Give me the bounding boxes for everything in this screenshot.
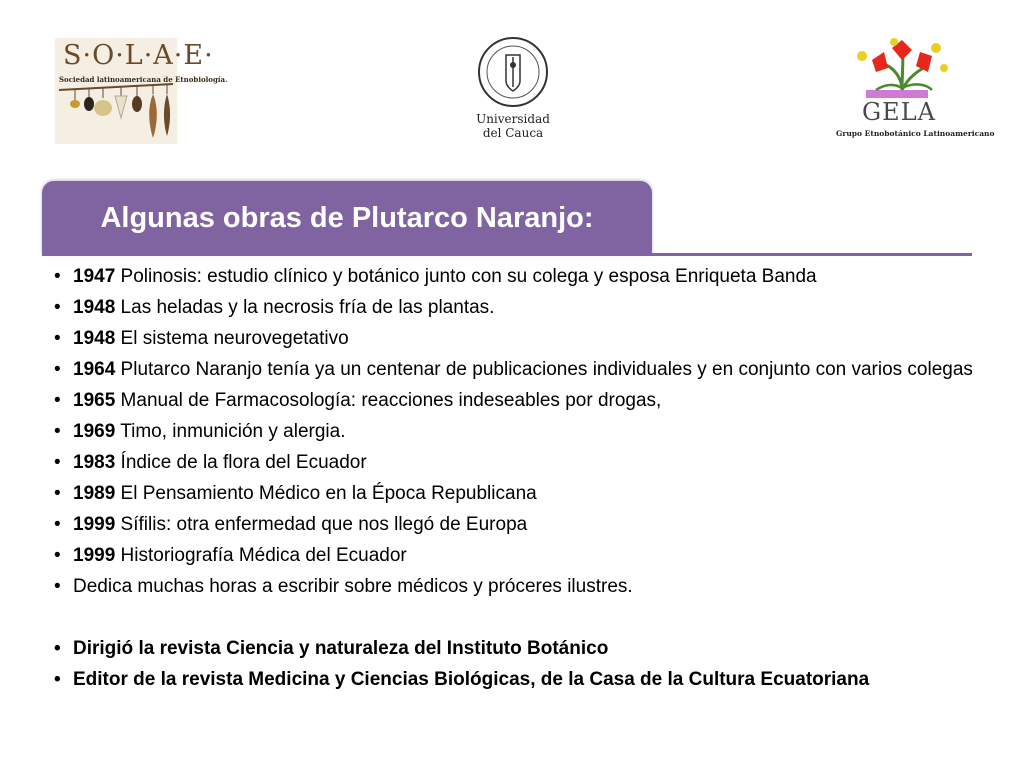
work-year: 1999: [73, 514, 116, 535]
work-year: 1964: [73, 359, 116, 380]
work-year: 1947: [73, 266, 116, 287]
highlight-text: Dirigió la revista Ciencia y naturaleza del Instituto Botánico: [73, 638, 609, 659]
work-year: 1999: [73, 545, 116, 566]
work-title: Timo, inmunición y alergia.: [115, 421, 346, 442]
highlight-item: [54, 636, 974, 661]
slide-title: Algunas obras de Plutarco Naranjo:: [100, 202, 594, 234]
list-item: [54, 543, 974, 568]
highlight-item: [54, 667, 974, 692]
unicauca-logo: [470, 35, 556, 143]
title-tab: [42, 181, 652, 255]
unicauca-name-line2: del Cauca: [482, 126, 544, 140]
work-title: Las heladas y la necrosis fría de las plantas.: [115, 297, 495, 318]
gela-logo-word: GELA: [862, 98, 936, 126]
list-item: [54, 326, 974, 351]
list-item: [54, 512, 974, 537]
work-year: 1948: [73, 297, 116, 318]
unicauca-seal: [470, 35, 556, 113]
work-title: Sífilis: otra enfermedad que nos llegó de Europa: [115, 514, 528, 535]
work-title: El Pensamiento Médico en la Época Republicana: [115, 483, 537, 504]
gela-logo-subtitle: Grupo Etnobotánico Latinoamericano: [836, 129, 995, 138]
note-text: Dedica muchas horas a escribir sobre médicos y próceres ilustres.: [73, 576, 633, 597]
work-title: Plutarco Naranjo tenía ya un centenar de publicaciones individuales y en conjunto con varios colegas: [115, 359, 973, 380]
note-item: [54, 574, 974, 599]
work-year: 1965: [73, 390, 116, 411]
work-year: 1948: [73, 328, 116, 349]
list-item: [54, 450, 974, 475]
solae-logo-subtitle: Sociedad latinoamericana de Etnobiología.: [59, 75, 228, 84]
work-title: El sistema neurovegetativo: [115, 328, 349, 349]
work-year: 1983: [73, 452, 116, 473]
gela-logo: [832, 38, 995, 144]
work-title: Polinosis: estudio clínico y botánico junto con su colega y esposa Enriqueta Banda: [115, 266, 817, 287]
list-item: [54, 357, 974, 382]
list-item: [54, 481, 974, 506]
list-item: [54, 264, 974, 289]
works-list: [54, 264, 974, 698]
list-spacer: [54, 605, 974, 630]
work-title: Índice de la flora del Ecuador: [115, 452, 367, 473]
work-title: Historiografía Médica del Ecuador: [115, 545, 407, 566]
unicauca-name-line1: Universidad: [476, 112, 550, 126]
highlight-text: Editor de la revista Medicina y Ciencias Biológicas, de la Casa de la Cultura Ecuatoriana: [73, 669, 870, 690]
solae-logo-title: S·O·L·A·E·: [63, 40, 214, 71]
work-year: 1989: [73, 483, 116, 504]
title-underline: [42, 253, 972, 256]
list-item: [54, 295, 974, 320]
list-item: [54, 419, 974, 444]
solae-logo: [55, 38, 228, 144]
work-title: Manual de Farmacosología: reacciones indeseables por drogas,: [115, 390, 662, 411]
list-item: [54, 388, 974, 413]
work-year: 1969: [73, 421, 116, 442]
